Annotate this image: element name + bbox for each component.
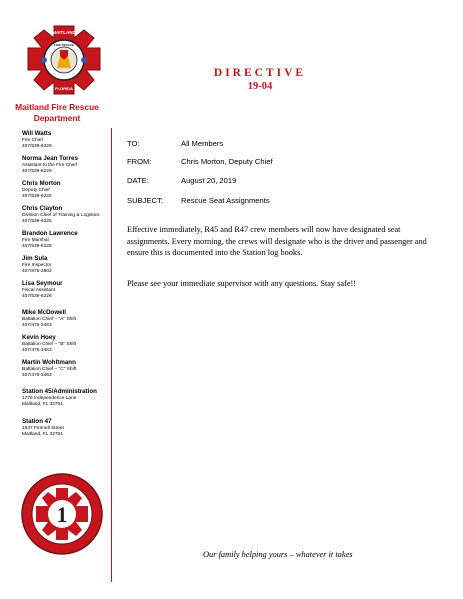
staff-name: Mike McDowell (22, 309, 67, 316)
staff-entry (22, 130, 110, 150)
staff-phone: 407/539-6229 (22, 144, 52, 149)
staff-phone: 407/539-6225 (22, 219, 52, 224)
station-city: Maitland, FL 32751 (22, 402, 63, 408)
staff-entry (22, 180, 110, 200)
department-name-line2: Department (33, 112, 81, 123)
staff-phone: 407/475-3463 (22, 348, 52, 353)
staff-entry (22, 359, 110, 379)
staff-name: Chris Morton (22, 180, 61, 187)
staff-entry (22, 230, 110, 250)
directive-number: 19-04 (247, 81, 273, 92)
staff-title: Deputy Chief (22, 188, 50, 193)
station-street: 1847 Fennell Street (22, 425, 64, 431)
station-name: Station 45/Administration (22, 388, 97, 395)
staff-name: Jim Sula (22, 255, 48, 262)
staff-phone: 407/539-6228 (22, 244, 52, 249)
directive-heading (180, 66, 340, 93)
staff-name: Kevin Hoey (22, 334, 56, 341)
staff-title: Assistant to the Fire Chief (22, 163, 77, 168)
staff-entry (22, 280, 110, 300)
memo-subject-value: Rescue Seat Assignments (181, 196, 270, 205)
department-name (6, 102, 108, 123)
staff-name: Chris Clayton (22, 205, 63, 212)
sidebar-divider (111, 128, 112, 582)
staff-phone: 407/475-3463 (22, 323, 52, 328)
memo-to-label: TO: (127, 139, 140, 148)
staff-title: Battalion Chief – "C" Shift (22, 367, 77, 372)
logo-text-mid: FIRE RESCUE (53, 43, 75, 47)
staff-title: Division Chief of Training & Logistics (22, 213, 100, 218)
staff-phone: 407/539-6229 (22, 169, 52, 174)
memo-to-value: All Members (181, 139, 224, 148)
station-street: 1776 Independence Lane (22, 396, 77, 401)
staff-phone: 407/875-2802 (22, 269, 52, 274)
memo-subject-label: SUBJECT: (127, 196, 163, 205)
staff-entry (22, 205, 110, 225)
body-paragraph-1: Effective immediately, R45 and R47 crew members will now have designated seat assignments. Every morning, the crews will designate who is the driver and passenger and ensure this is documented into the Station log books. (127, 225, 427, 258)
memo-date-label: DATE: (127, 176, 149, 185)
staff-name: Martin Wohltmann (22, 359, 76, 366)
staff-entry (22, 334, 110, 354)
station-city: Maitland, FL 32751 (22, 431, 63, 437)
staff-name: Norma Jean Torres (22, 155, 78, 162)
maltese-cross-logo (24, 24, 104, 96)
staff-name: Will Watts (22, 130, 52, 137)
staff-name: Brandon Lawrence (22, 230, 78, 237)
staff-title: Fire Marshal (22, 238, 49, 243)
station-address (22, 388, 110, 409)
body-paragraph-2: Please see your immediate supervisor with any questions. Stay safe!! (127, 279, 357, 288)
staff-phone: 407/475-3463 (22, 373, 52, 378)
staff-phone: 407/539-6225 (22, 194, 52, 199)
staff-directory (22, 130, 110, 443)
badge-number: 1 (56, 502, 68, 527)
station-address (22, 418, 110, 439)
staff-title: Battalion Chief – "A" Shift (22, 317, 77, 322)
staff-phone: 407/539-6226 (22, 294, 52, 299)
department-name-line1: Maitland Fire Rescue (15, 102, 99, 112)
staff-title: Fire Chief (22, 138, 43, 143)
logo-text-top: MAITLAND (52, 30, 76, 35)
staff-name: Lisa Seymour (22, 280, 63, 287)
staff-title: Battalion Chief – "B" Shift (22, 342, 77, 347)
memo-from-value: Chris Morton, Deputy Chief (181, 157, 273, 166)
staff-title: Fiscal Assistant (22, 288, 56, 293)
directive-title: DIRECTIVE (213, 67, 307, 79)
staff-entry (22, 309, 110, 329)
footer-tagline: Our family helping yours – whatever it takes (203, 550, 353, 559)
memo-date-value: August 20, 2019 (181, 176, 237, 185)
sidebar (0, 0, 112, 599)
staff-title: Fire Inspector (22, 263, 52, 268)
staff-entry (22, 155, 110, 175)
staff-entry (22, 255, 110, 275)
station-name: Station 47 (22, 417, 52, 425)
station-badge-logo (20, 472, 104, 556)
logo-text-bottom: FLORIDA (55, 86, 73, 91)
memo-from-label: FROM: (127, 157, 152, 166)
